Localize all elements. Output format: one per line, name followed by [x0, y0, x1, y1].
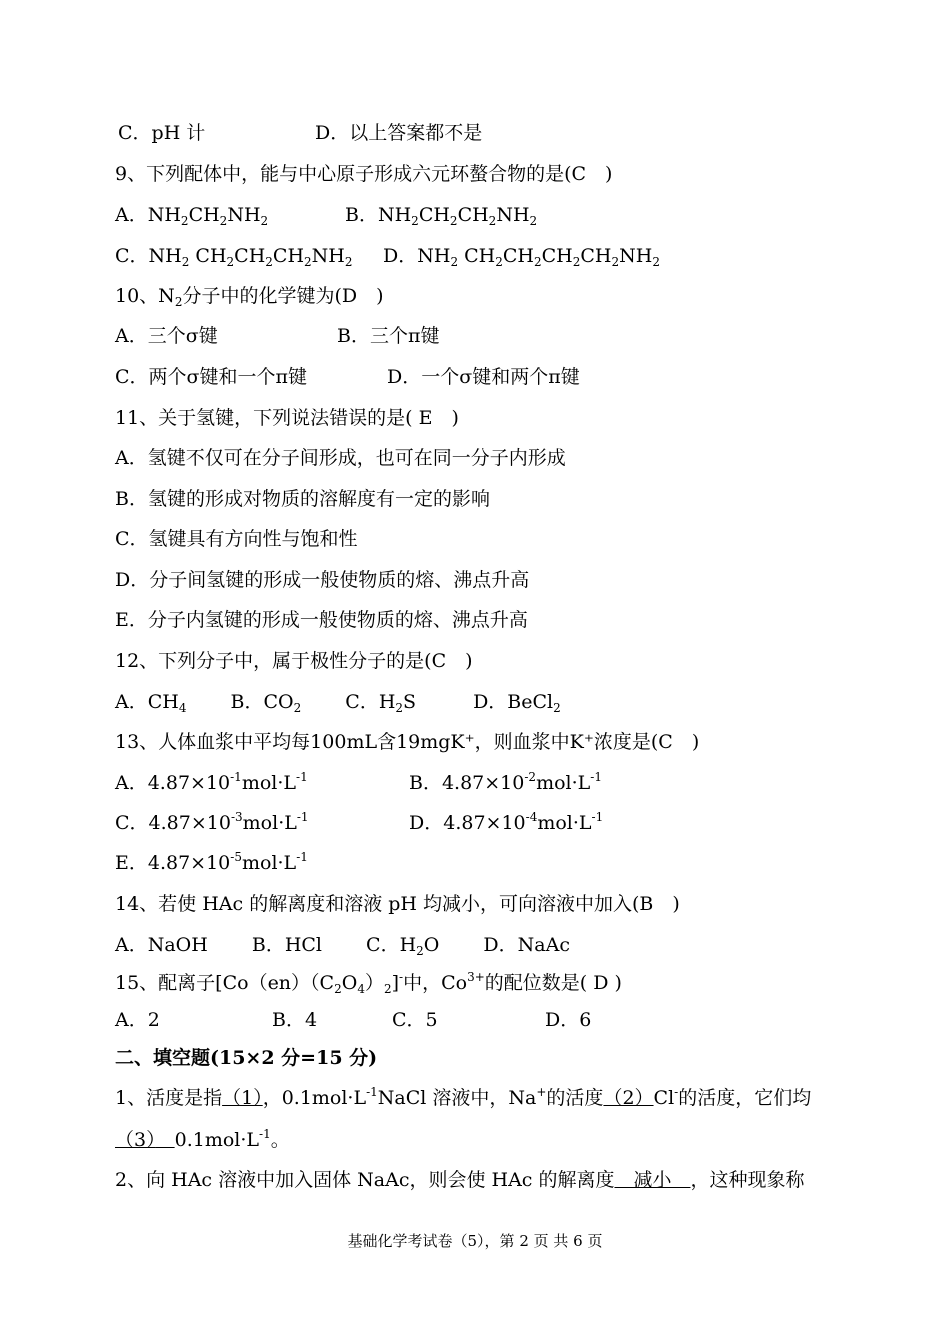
q9-option-a: A．$NH_2CH_2NH_2$: [115, 204, 269, 228]
q11-option-d: D．分子间氢键的形成一般使物质的熔、沸点升高: [115, 569, 530, 591]
fill-question-1-cont: （3） $0.1mol\cdot L^{-1}$。: [115, 1127, 290, 1151]
q13-option-e: E．$4.87\times 10^{-5}mol\cdot L^{-1}$: [115, 850, 308, 874]
question-13: 13、人体血浆中平均每100mL含19mgK⁺，则血浆中K⁺浓度是(C ): [115, 731, 700, 753]
question-11: 11、关于氢键，下列说法错误的是( E ): [115, 407, 459, 429]
q9-option-d: D．$NH_2$ $CH_2CH_2CH_2CH_2NH_2$: [383, 245, 660, 269]
q9-options-cd: [115, 244, 660, 269]
fill-question-1: 1、活度是指（1），$0.1mol\cdot L^{-1}NaCl$ 溶液中，Na+的活度（2）Cl-的活度，它们均: [115, 1085, 812, 1109]
q15-options: A．2 B．4 C．5 D．6: [115, 1009, 592, 1031]
q13-options-cd: C．$4.87\times 10^{-3}mol\cdot L^{-1}$ D．$4.87\times 10^{-4}mol\cdot L^{-1}$: [115, 810, 604, 834]
q8-options-cd: C．pH 计 D．以上答案都不是: [118, 122, 483, 144]
q9-option-b: B．$NH_2CH_2CH_2NH_2$: [345, 204, 538, 228]
q14-options: A．NaOH B．HCl C．$H_2O$ D．NaAc: [115, 934, 570, 958]
q13-options-ab: A．$4.87\times 10^{-1}mol\cdot L^{-1}$ B．$4.87\times 10^{-2}mol\cdot L^{-1}$: [115, 770, 602, 794]
question-15: 15、配离子$[Co(en)(C_2O_4)_2]^-$中，$Co^{3+}$的配位数是( D ): [115, 970, 622, 996]
question-9: 9、下列配体中，能与中心原子形成六元环螯合物的是(C ): [115, 163, 613, 185]
question-12: 12、下列分子中，属于极性分子的是(C ): [115, 650, 473, 672]
page-footer: 基础化学考试卷（5），第 2 页 共 6 页: [347, 1232, 603, 1250]
q11-option-a: A．氢键不仅可在分子间形成，也可在同一分子内形成: [115, 447, 566, 469]
question-10: 10、$N_2$分子中的化学键为(D ): [115, 285, 384, 309]
q11-option-c: C．氢键具有方向性与饱和性: [115, 528, 358, 550]
q11-option-b: B．氢键的形成对物质的溶解度有一定的影响: [115, 488, 490, 510]
section-2-heading: 二、填空题(15×2 分=15 分): [115, 1047, 378, 1069]
question-14: 14、若使 HAc 的解离度和溶液 pH 均减小，可向溶液中加入(B ): [115, 893, 680, 915]
q11-option-e: E．分子内氢键的形成一般使物质的熔、沸点升高: [115, 609, 528, 631]
blank-1: （1）: [222, 1087, 263, 1109]
blank-2: （2）: [603, 1087, 654, 1109]
fill-question-2: 2、向 HAc 溶液中加入固体 NaAc，则会使 HAc 的解离度 减小 ，这种现象称: [115, 1169, 805, 1191]
q12-options: A．$CH_4$ B．$CO_2$ C．$H_2S$ D．BeCl$_2$: [115, 691, 561, 715]
q10-options-cd: C．两个σ键和一个π键 D．一个σ键和两个π键: [115, 366, 580, 388]
q9-option-c: C．$NH_2$ $CH_2CH_2CH_2NH_2$: [115, 245, 353, 269]
q9-options-ab: [115, 203, 538, 228]
answer-decrease: 减小: [614, 1169, 691, 1191]
q10-options-ab: A．三个σ键 B．三个π键: [115, 325, 440, 347]
blank-3: （3）: [115, 1129, 156, 1151]
